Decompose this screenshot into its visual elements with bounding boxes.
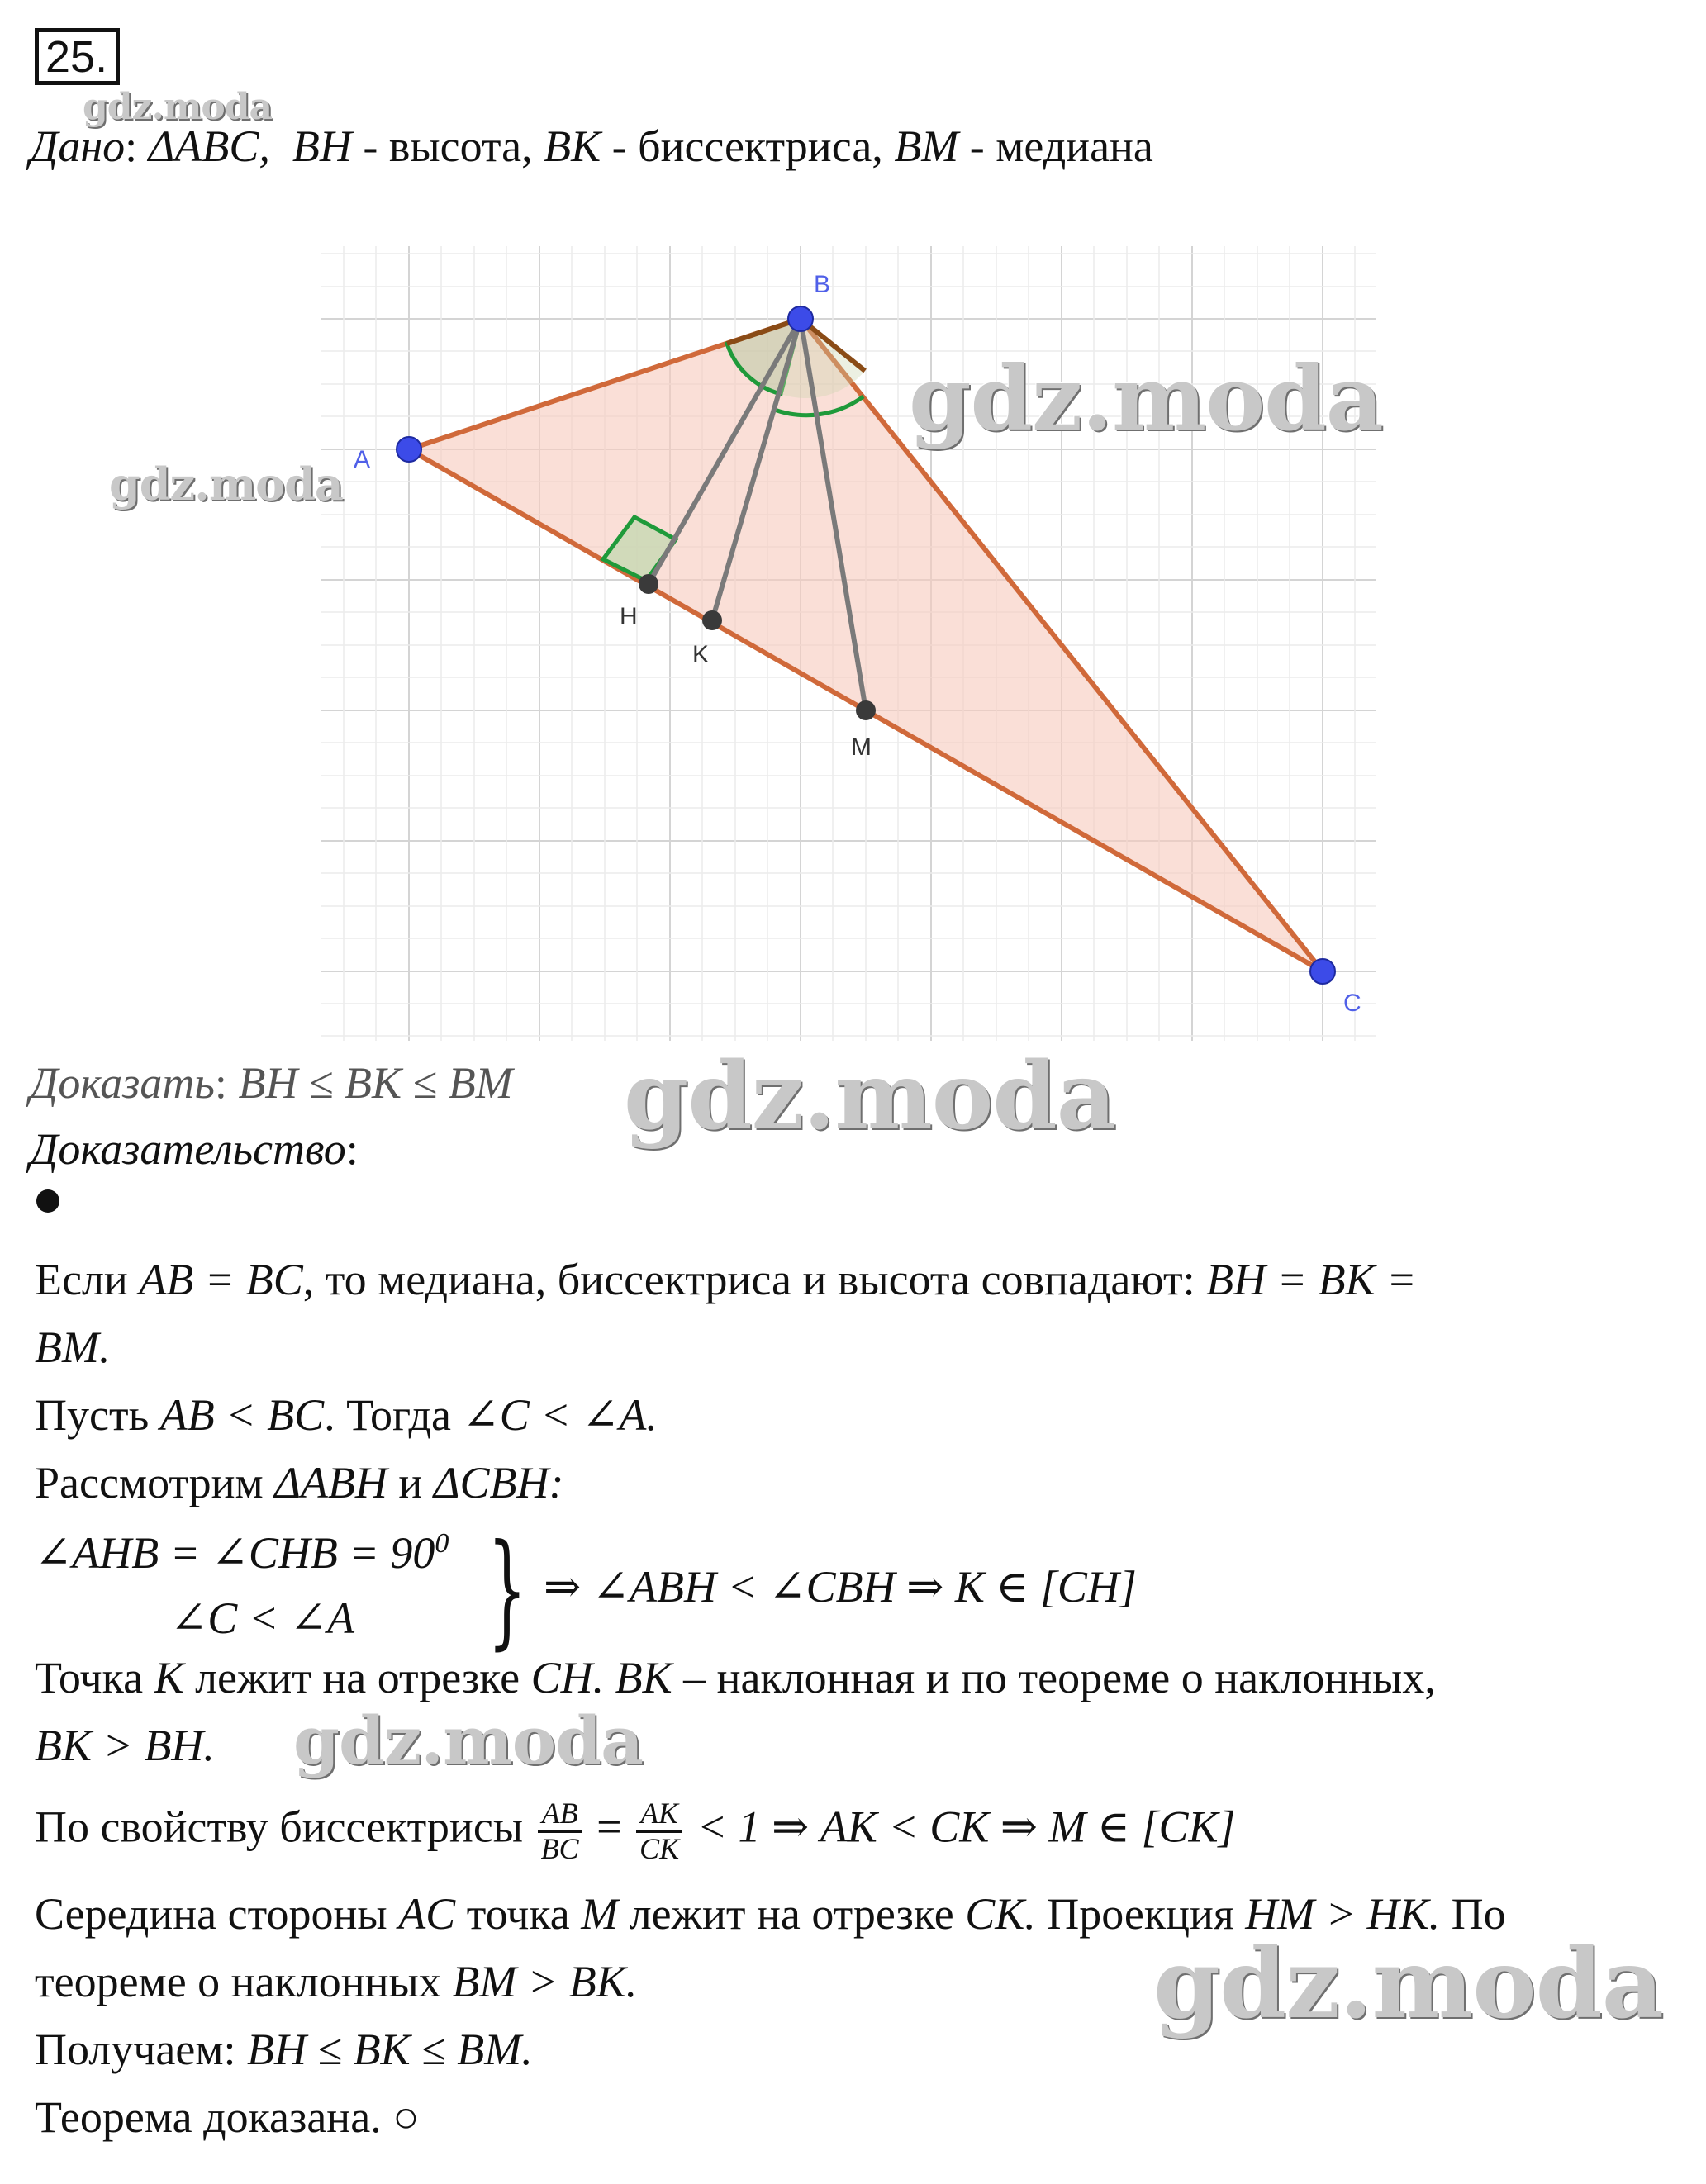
proof-paragraph-5: По свойству биссектрисы $\frac{AB}{BC}$ = $\frac{AK}{CK}$ < 1 ⇒ AK < CK ⇒ M ∈ [CK] xyxy=(35,1797,1236,1865)
system-line-1: ∠AHB = ∠CHB = $90^0$ xyxy=(35,1528,449,1578)
prove-line: Доказать: BH ≤ BK ≤ BM xyxy=(30,1058,513,1108)
given-line: Дано: ΔABC, BH - высота, BK - биссектриса, BM - медиана xyxy=(30,121,1153,171)
watermark: gdz.moda xyxy=(1153,1928,1663,2040)
watermark: gdz.moda xyxy=(293,1702,643,1779)
fraction-ak-ck: $\frac{AK}{CK}$ xyxy=(636,1797,682,1865)
proof-heading: Доказательство: xyxy=(30,1124,359,1174)
system-line-2: ∠C < ∠A xyxy=(170,1593,354,1643)
bullet-icon xyxy=(36,1189,59,1213)
label-k: K xyxy=(692,641,710,668)
watermark: gdz.moda xyxy=(83,86,273,128)
watermark: gdz.moda xyxy=(909,347,1383,451)
proof-paragraph-8: Получаем: BH ≤ BK ≤ BM. xyxy=(35,2025,533,2074)
prove-statement: BH ≤ BK ≤ BM xyxy=(238,1058,513,1108)
proof-paragraph-7: теореме о наклонных BM > BK. xyxy=(35,1957,638,2006)
point-k xyxy=(702,610,722,630)
label-m: M xyxy=(851,734,872,761)
point-a xyxy=(397,437,421,462)
proof-paragraph-1-cont: BM. xyxy=(35,1322,111,1372)
proof-paragraph-1: Если AB = BC, то медиана, биссектриса и высота совпадают: BH = BK = xyxy=(35,1255,1417,1304)
system-brace: } xyxy=(487,1518,527,1662)
fraction-ab-bc: $\frac{AB}{BC}$ xyxy=(538,1797,582,1865)
proof-paragraph-2: Пусть AB < BC. Тогда ∠C < ∠A. xyxy=(35,1390,658,1440)
point-b xyxy=(788,306,813,331)
given-label: Дано xyxy=(30,121,126,171)
proof-paragraph-3: Рассмотрим ΔABH и ΔCBH: xyxy=(35,1458,564,1507)
watermark: gdz.moda xyxy=(109,458,343,510)
point-h xyxy=(639,574,658,594)
problem-number: 25. xyxy=(35,28,120,85)
label-a: A xyxy=(354,446,371,473)
proof-conclusion: Теорема доказана. ○ xyxy=(35,2092,420,2142)
label-c: C xyxy=(1343,990,1361,1017)
proof-paragraph-4-cont: BK > BH. xyxy=(35,1721,215,1770)
label-b: B xyxy=(814,271,831,298)
watermark: gdz.moda xyxy=(624,1042,1116,1151)
proof-paragraph-6: Середина стороны AC точка M лежит на отрезке CK. Проекция HM > HK. По xyxy=(35,1889,1506,1939)
triangle-diagram xyxy=(0,0,1706,1074)
proof-paragraph-4: Точка K лежит на отрезке CH. BK – наклонная и по теореме о наклонных, xyxy=(35,1653,1436,1702)
label-h: H xyxy=(620,603,638,630)
point-m xyxy=(856,700,876,720)
prove-label: Доказать xyxy=(30,1058,215,1108)
system-result: ⇒ ∠ABH < ∠CBH ⇒ K ∈ [CH] xyxy=(544,1562,1137,1612)
point-c xyxy=(1310,959,1335,984)
